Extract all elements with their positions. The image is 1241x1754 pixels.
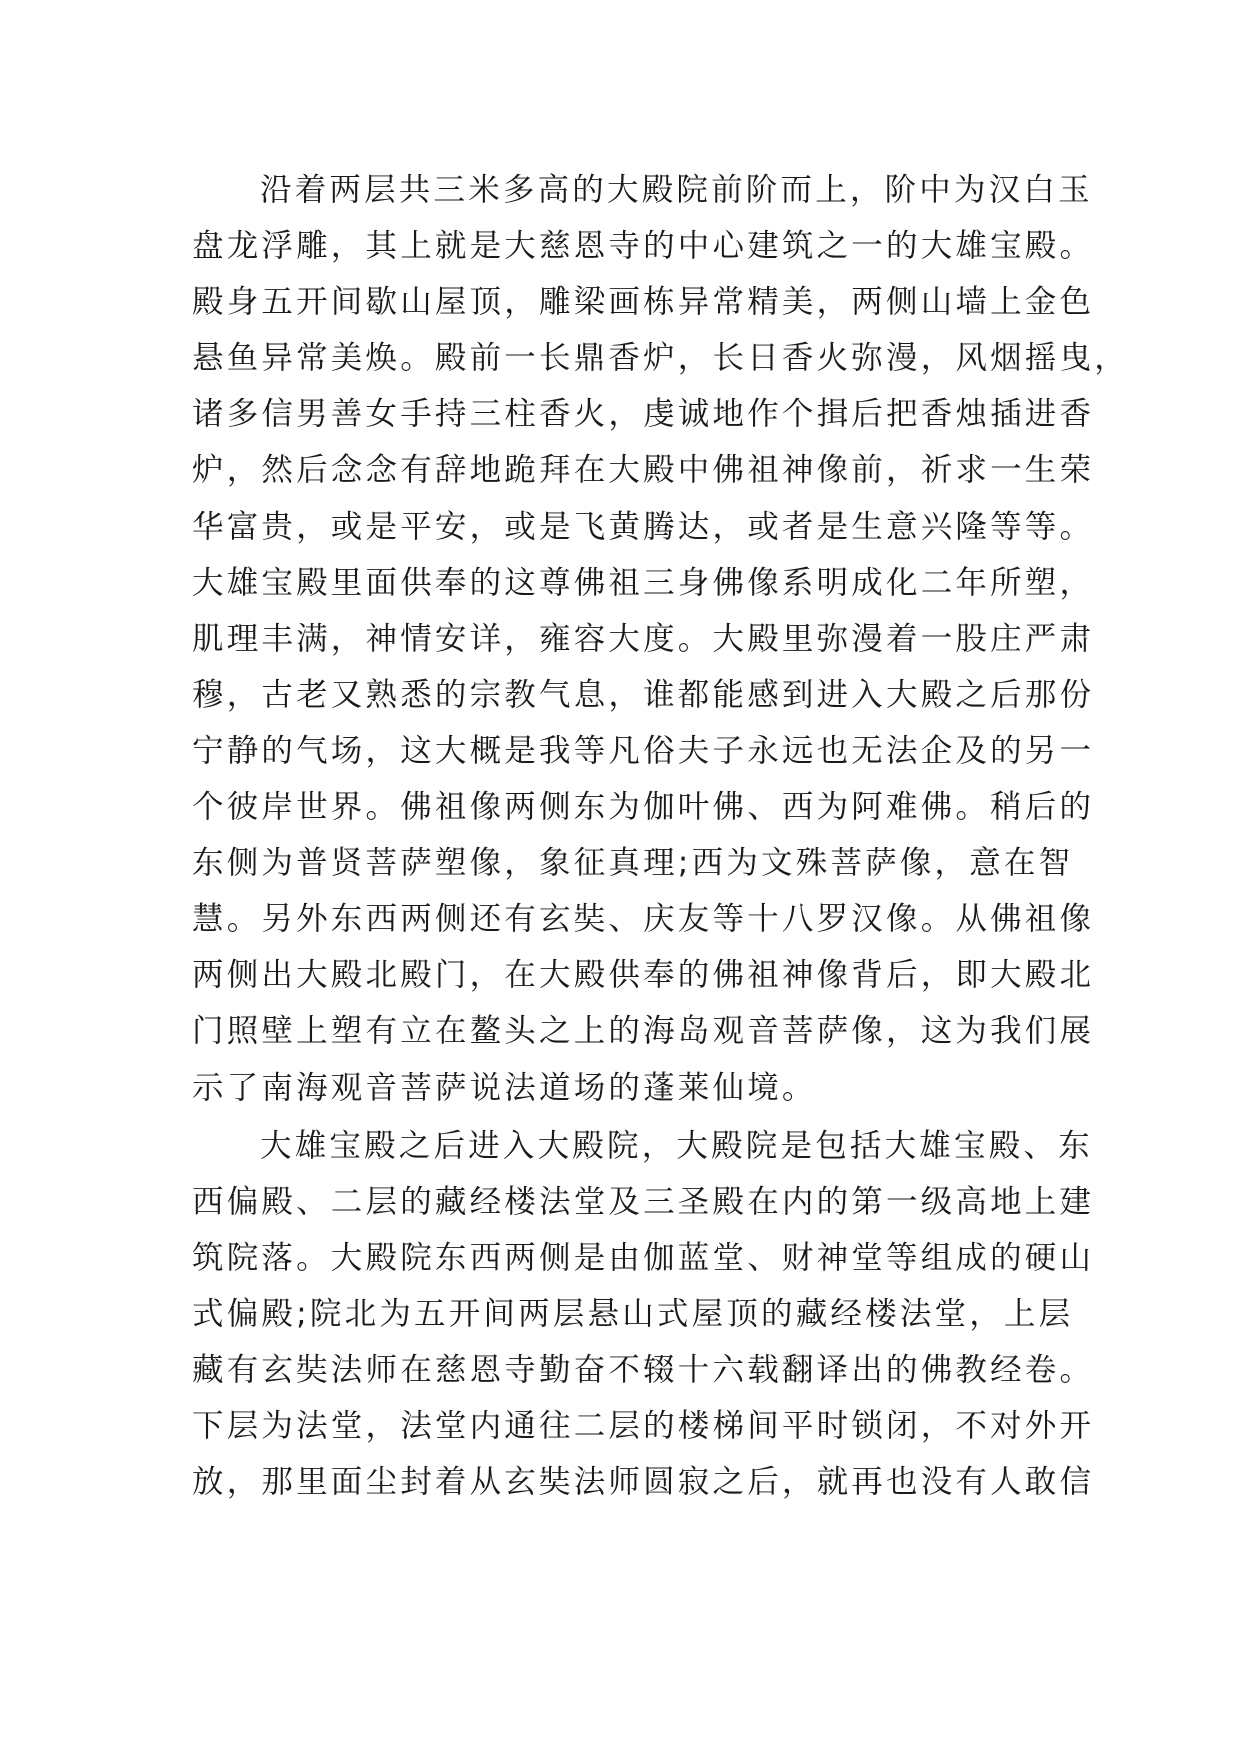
text-line: 华富贵，或是平安，或是飞黄腾达，或者是生意兴隆等等。: [192, 508, 1095, 545]
text-line: 放，那里面尘封着从玄奘法师圆寂之后，就再也没有人敢信: [192, 1464, 1095, 1501]
text-line: 大雄宝殿里面供奉的这尊佛祖三身佛像系明成化二年所塑，: [192, 564, 1095, 601]
text-line: 西偏殿、二层的藏经楼法堂及三圣殿在内的第一级高地上建: [192, 1183, 1095, 1220]
text-line: 慧。另外东西两侧还有玄奘、庆友等十八罗汉像。从佛祖像: [192, 901, 1095, 938]
paragraph-2: [192, 1118, 1095, 1511]
text-line: 穆，古老又熟悉的宗教气息，谁都能感到进入大殿之后那份: [192, 676, 1095, 713]
text-line: 筑院落。大殿院东西两侧是由伽蓝堂、财神堂等组成的硬山: [192, 1239, 1095, 1276]
text-line: 肌理丰满，神情安详，雍容大度。大殿里弥漫着一股庄严肃: [192, 620, 1095, 657]
text-line: 炉，然后念念有辞地跪拜在大殿中佛祖神像前，祈求一生荣: [192, 452, 1095, 489]
text-line: 诸多信男善女手持三柱香火，虔诚地作个揖后把香烛插进香: [192, 396, 1095, 433]
text-line: 殿身五开间歇山屋顶，雕梁画栋异常精美，两侧山墙上金色: [192, 284, 1095, 321]
text-line: 东侧为普贤菩萨塑像，象征真理;西为文殊菩萨像，意在智: [192, 845, 1074, 882]
text-line: 沿着两层共三米多高的大殿院前阶而上，阶中为汉白玉: [260, 172, 1093, 208]
text-line: 示了南海观音菩萨说法道场的蓬莱仙境。: [192, 1069, 817, 1106]
text-line: 宁静的气场，这大概是我等凡俗夫子永远也无法企及的另一: [192, 732, 1095, 769]
text-line: 个彼岸世界。佛祖像两侧东为伽叶佛、西为阿难佛。稍后的: [192, 789, 1095, 826]
text-line: 藏有玄奘法师在慈恩寺勤奋不辍十六载翻译出的佛教经卷。: [192, 1351, 1095, 1388]
text-line: 式偏殿;院北为五开间两层悬山式屋顶的藏经楼法堂，上层: [192, 1295, 1074, 1332]
text-line: 盘龙浮雕，其上就是大慈恩寺的中心建筑之一的大雄宝殿。: [192, 228, 1095, 265]
text-line: 两侧出大殿北殿门，在大殿供奉的佛祖神像背后，即大殿北: [192, 957, 1095, 994]
text-line: 门照壁上塑有立在鳌头之上的海岛观音菩萨像，这为我们展: [192, 1013, 1095, 1050]
text-line: 悬鱼异常美焕。殿前一长鼎香炉，长日香火弥漫，风烟摇曳，: [192, 340, 1129, 377]
text-line: 下层为法堂，法堂内通往二层的楼梯间平时锁闭，不对外开: [192, 1408, 1095, 1445]
document-body: [192, 162, 1129, 1510]
paragraph-1: [192, 162, 1129, 1116]
text-line: 大雄宝殿之后进入大殿院，大殿院是包括大雄宝殿、东: [260, 1127, 1093, 1164]
